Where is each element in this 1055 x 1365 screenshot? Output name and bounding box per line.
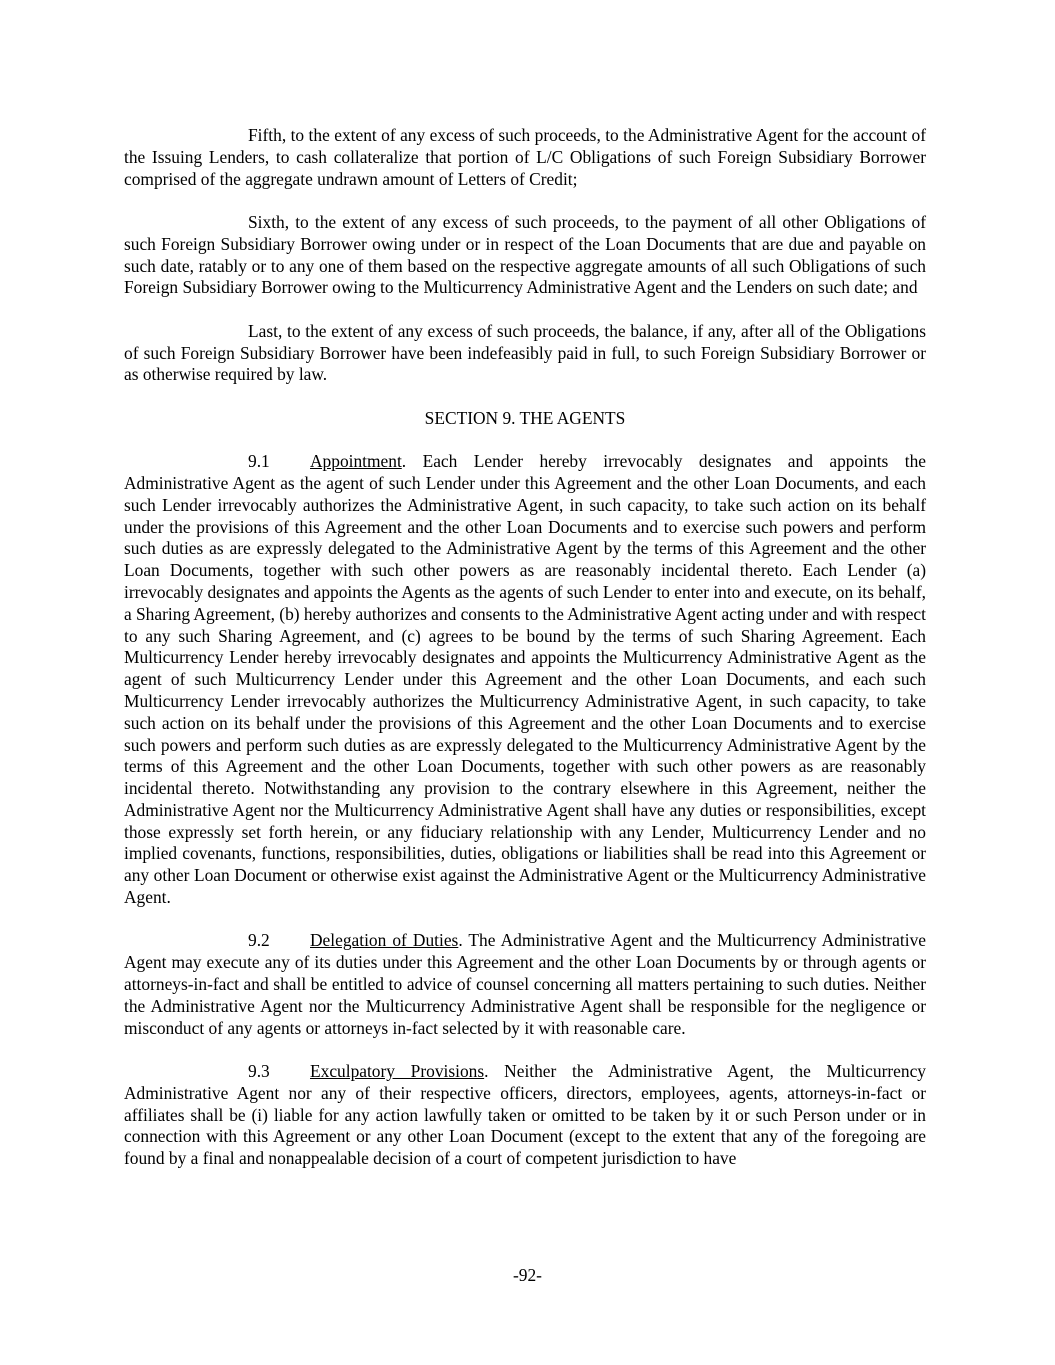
section-9-3 xyxy=(124,1061,926,1170)
section-heading: SECTION 9. THE AGENTS xyxy=(424,407,626,428)
section-body: . Each Lender hereby irrevocably designates and appoints the Administrative Agent as the agent of such Lender under this Agreement and the other Loan Documents, and each such Lender irrevocably authorizes the Administrative Agent, in such capacity, to take such action on its behalf under the provisions of this Agreement and the other Loan Documents and to exercise such powers and perform such duties as are expressly delegated to the Administrative Agent by the terms of this Agreement and the other Loan Documents, together with such other powers as are reasonably incidental thereto. Each Lender (a) irrevocably designates and appoints the Agents as the agents of such Lender to enter into and execute, on its behalf, a Sharing Agreement, (b) hereby authorizes and consents to the Administrative Agent acting under and with respect to any such Sharing Agreement, and (c) agrees to be bound by the terms of such Sharing Agreement. Each Multicurrency Lender hereby irrevocably designates and appoints the Multicurrency Administrative Agent as the agent of such Multicurrency Lender under this Agreement and the other Loan Documents, and each such Multicurrency Lender irrevocably authorizes the Multicurrency Administrative Agent, in such capacity, to take such action on its behalf under the provisions of this Agreement and the other Loan Documents and to exercise such powers and perform such duties as are expressly delegated to the Multicurrency Administrative Agent by the terms of this Agreement and the other Loan Documents, together with such other powers as are reasonably incidental thereto. Notwithstanding any provision to the contrary elsewhere in this Agreement, neither the Administrative Agent nor the Multicurrency Administrative Agent shall have any duties or responsibilities, except those expressly set forth herein, or any fiduciary relationship with any Lender, Multicurrency Lender and no implied covenants, functions, responsibilities, duties, obligations or liabilities shall be read into this Agreement or any other Loan Document or otherwise exist against the Administrative Agent or the Multicurrency Administrative Agent. xyxy=(124,451,926,908)
section-title: Exculpatory Provisions xyxy=(310,1061,485,1082)
section-title: Appointment xyxy=(310,451,402,472)
section-number: 9.1 xyxy=(248,451,270,472)
section-title: Delegation of Duties xyxy=(310,930,459,951)
paragraph-sixth: Sixth, to the extent of any excess of such proceeds, to the payment of all other Obligations of such Foreign Subsidiary Borrower owing under or in respect of the Loan Documents that are due and payable on such date, ratably or to any one of them based on the respective aggregate amounts of all such Obligations of such Foreign Subsidiary Borrower owing to the Multicurrency Administrative Agent and the Lenders on such date; and xyxy=(124,211,926,298)
section-body: . The Administrative Agent and the Multicurrency Administrative Agent may execute any of its duties under this Agreement and the other Loan Documents by or through agents or attorneys-in-fact and shall be entitled to advice of counsel concerning all matters pertaining to such duties. Neither the Administrative Agent nor the Multicurrency Administrative Agent shall be responsible for the negligence or misconduct of any agents or attorneys in-fact selected by it with reasonable care. xyxy=(124,930,926,1038)
paragraph-last: Last, to the extent of any excess of such proceeds, the balance, if any, after all of the Obligations of such Foreign Subsidiary Borrower have been indefeasibly paid in full, to such Foreign Subsidiary Borrower or as otherwise required by law. xyxy=(124,320,926,385)
paragraph-fifth: Fifth, to the extent of any excess of such proceeds, to the Administrative Agent for the account of the Issuing Lenders, to cash collateralize that portion of L/C Obligations of such Foreign Subsidiary Borrower comprised of the aggregate undrawn amount of Letters of Credit; xyxy=(124,125,926,189)
document-page xyxy=(124,125,926,1192)
section-body: . Neither the Administrative Agent, the Multicurrency Administrative Agent nor any of their respective officers, directors, employees, agents, attorneys-in-fact or affiliates shall be (i) liable for any action lawfully taken or omitted to be taken by it or such Person under or in connection with this Agreement or any other Loan Document (except to the extent that any of the foregoing are found by a final and nonappealable decision of a court of competent jurisdiction to have xyxy=(124,1061,926,1169)
section-9-2 xyxy=(124,930,926,1039)
section-number: 9.2 xyxy=(248,930,270,951)
section-9-1 xyxy=(124,451,926,909)
page-number: -92- xyxy=(513,1265,542,1285)
section-number: 9.3 xyxy=(248,1061,270,1082)
